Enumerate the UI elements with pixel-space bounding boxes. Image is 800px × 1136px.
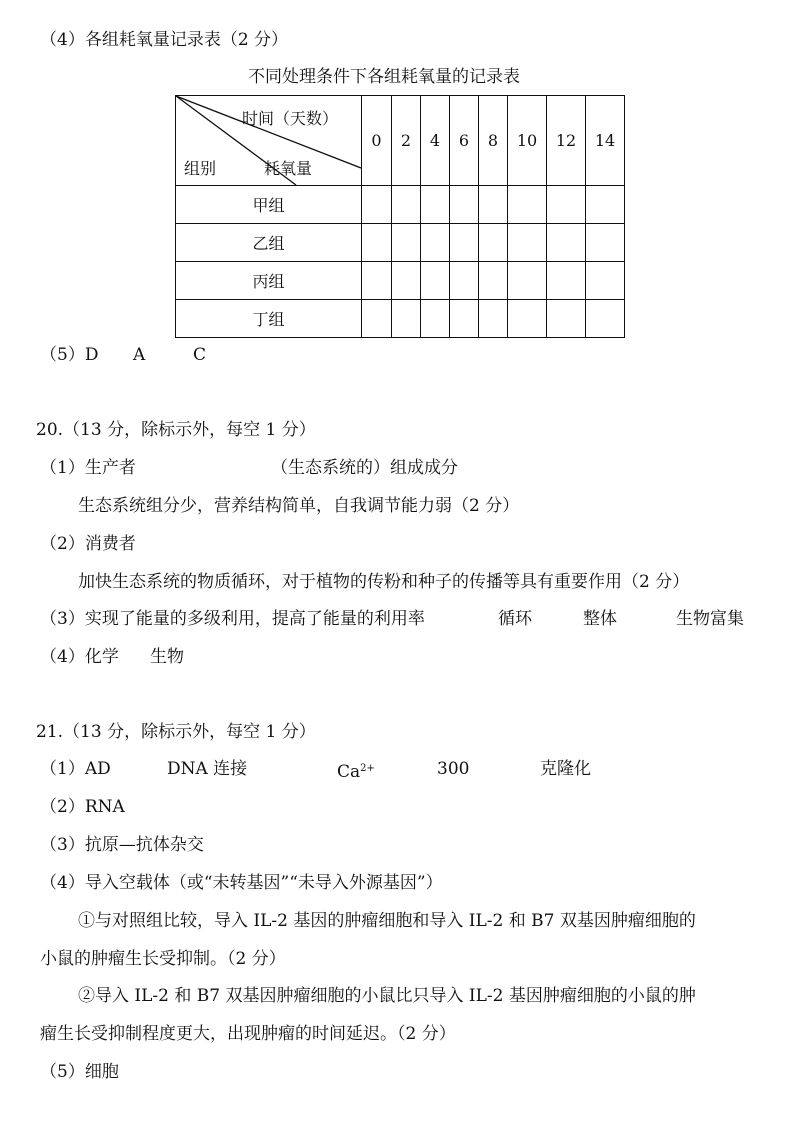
- q21-1-answer-2: DNA 连接: [167, 759, 248, 779]
- header-group: 组别: [184, 159, 217, 178]
- q21-4-2b: 瘤生长受抑制程度更大，出现肿瘤的时间延迟。（2 分）: [40, 1024, 456, 1044]
- q20-1-answer-2: （生态系统的）组成成分: [271, 458, 458, 478]
- q20-3-answer-3: 整体: [583, 609, 617, 629]
- day-header: 14: [586, 96, 625, 186]
- q19-5-answer-3: C: [193, 345, 207, 365]
- group-cell: 丁组: [176, 300, 362, 338]
- table-title: 不同处理条件下各组耗氧量的记录表: [248, 67, 520, 87]
- q20-1-line: [40, 458, 540, 478]
- q19-5-answer-2: A: [133, 345, 146, 365]
- record-table: [175, 95, 625, 338]
- q20-2-line2: 加快生态系统的物质循环，对于植物的传粉和种子的传播等具有重要作用（2 分）: [78, 572, 690, 592]
- q20-3-label: （3）实现了能量的多级利用，提高了能量的利用率: [40, 609, 425, 629]
- q21-1-answer-4: 300: [437, 759, 470, 779]
- table-row: [176, 224, 625, 262]
- q21-1-answer-3: [337, 759, 375, 782]
- day-header: 8: [479, 96, 508, 186]
- table-row: [176, 300, 625, 338]
- q21-4-1a: ①与对照组比较，导入 IL-2 基因的肿瘤细胞和导入 IL-2 和 B7 双基因肿瘤细胞的: [78, 911, 696, 931]
- day-header: 10: [508, 96, 547, 186]
- q21-1-line: [40, 759, 660, 782]
- q21-1-answer-3-base: Ca: [337, 762, 361, 782]
- q21-4: （4）导入空载体（或“未转基因”“未导入外源基因”）: [40, 873, 443, 893]
- q21-header: 21.（13 分，除标示外，每空 1 分）: [36, 722, 316, 742]
- q21-1-answer-3-sup: 2+: [360, 763, 375, 774]
- day-header: 0: [362, 96, 392, 186]
- q20-1-label: （1）生产者: [40, 458, 136, 478]
- q20-3-line: [40, 609, 760, 629]
- q21-5: （5）细胞: [40, 1062, 119, 1082]
- day-header: 12: [547, 96, 586, 186]
- header-time: 时间（天数）: [242, 109, 339, 128]
- q20-3-answer-4: 生物富集: [676, 609, 744, 629]
- q21-4-2a: ②导入 IL-2 和 B7 双基因肿瘤细胞的小鼠比只导入 IL-2 基因肿瘤细胞的小鼠的肿: [78, 986, 696, 1006]
- group-cell: 丙组: [176, 262, 362, 300]
- table-row: [176, 186, 625, 224]
- q19-5-label: （5）D: [40, 345, 99, 365]
- q20-4-line: [40, 647, 340, 667]
- q19-5-line: [40, 345, 340, 365]
- q20-3-answer-2: 循环: [498, 609, 532, 629]
- q21-3: （3）抗原—抗体杂交: [40, 835, 204, 855]
- table-row: [176, 262, 625, 300]
- q20-4-label: （4）化学: [40, 647, 119, 667]
- q20-1-line2: 生态系统组分少，营养结构简单，自我调节能力弱（2 分）: [78, 496, 520, 516]
- q20-4-answer-2: 生物: [150, 647, 184, 667]
- q21-4-1b: 小鼠的肿瘤生长受抑制。（2 分）: [40, 949, 286, 969]
- group-cell: 乙组: [176, 224, 362, 262]
- q20-header: 20.（13 分，除标示外，每空 1 分）: [36, 420, 316, 440]
- table-diagonal-header: [176, 96, 362, 186]
- q19-4-label: （4）各组耗氧量记录表（2 分）: [40, 30, 289, 50]
- q21-1-answer-5: 克隆化: [540, 759, 591, 779]
- group-cell: 甲组: [176, 186, 362, 224]
- q21-1-label: （1）AD: [40, 759, 111, 779]
- q21-2: （2）RNA: [40, 797, 125, 817]
- header-oxygen: 耗氧量: [264, 159, 313, 178]
- day-header: 6: [450, 96, 479, 186]
- q20-2-label: （2）消费者: [40, 534, 136, 554]
- day-header: 4: [421, 96, 450, 186]
- day-header: 2: [392, 96, 421, 186]
